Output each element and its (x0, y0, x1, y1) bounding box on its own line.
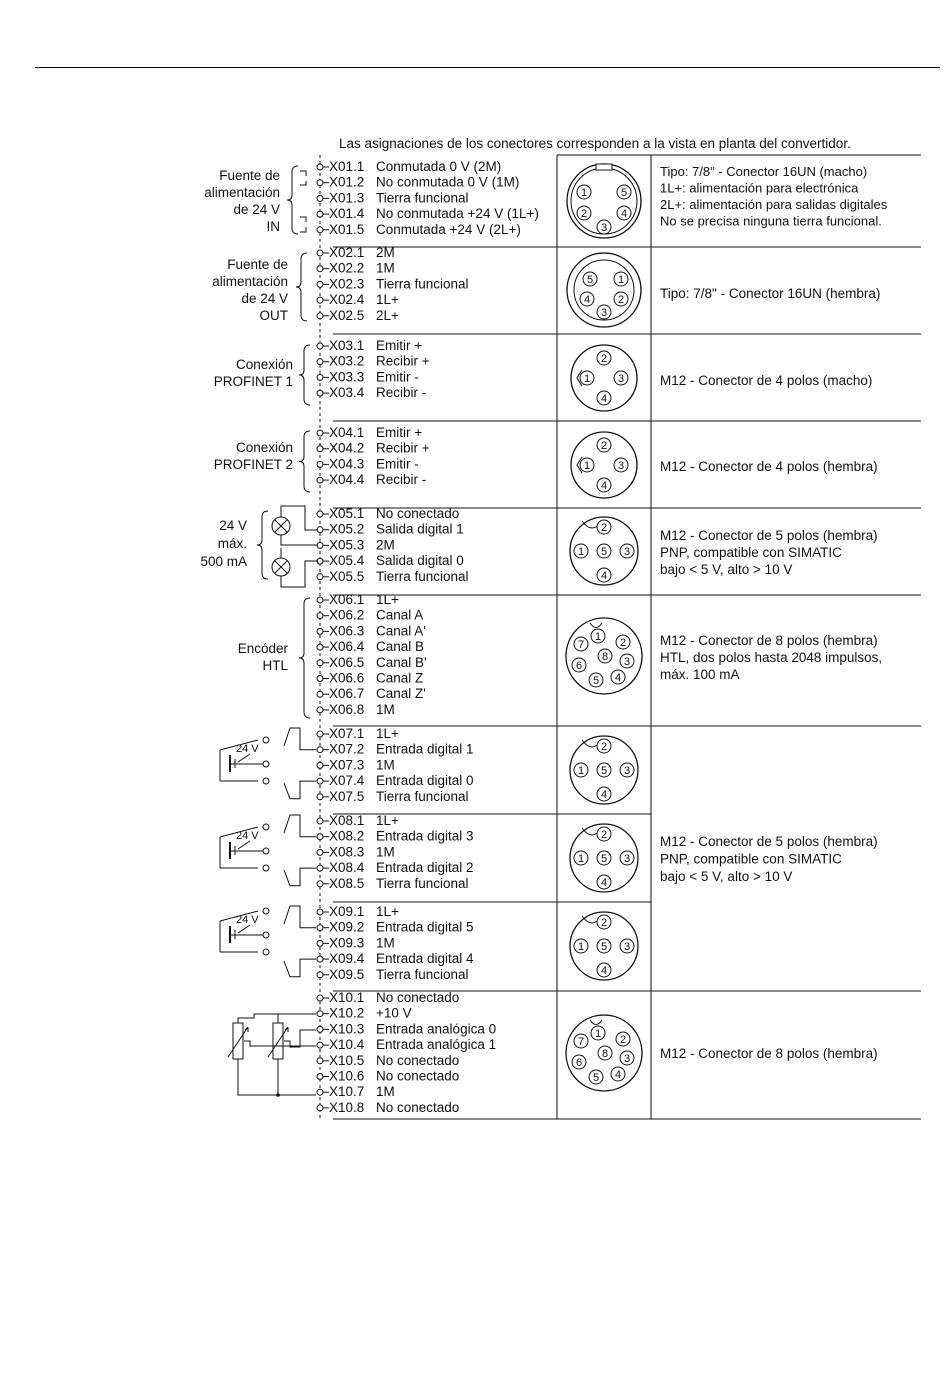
pin-description: 1M (376, 1084, 395, 1100)
pin-description: 1M (376, 701, 395, 717)
connector-pin-number: 5 (620, 187, 628, 199)
connector-pin-number: 3 (623, 765, 631, 777)
pin-terminal (317, 909, 323, 915)
brace (299, 345, 310, 405)
connector-pin-number: 5 (600, 546, 608, 558)
connector-pin-number: 6 (575, 1057, 583, 1069)
pin-id: X06.6 (329, 670, 365, 686)
pin-id: X10.4 (329, 1037, 365, 1053)
connector-description: M12 - Conector de 5 polos (hembra) (660, 528, 878, 543)
group-label: PROFINET 1 (213, 374, 293, 389)
connector-pin-number: 3 (617, 460, 625, 472)
connector-pin-number: 3 (623, 1053, 631, 1065)
pin-id: X01.4 (329, 206, 365, 222)
pin-id: X03.3 (329, 369, 365, 385)
pin-terminal (317, 266, 323, 272)
pin-terminal (317, 762, 323, 768)
group-label: de 24 V (233, 202, 280, 217)
connector-description: bajo < 5 V, alto > 10 V (660, 562, 793, 577)
pin-id: X08.5 (329, 875, 365, 891)
pin-id: X02.3 (329, 276, 365, 292)
connector-pin-number: 2 (600, 917, 608, 929)
group-label: Fuente de (219, 168, 280, 183)
pin-description: 2M (376, 245, 395, 260)
pin-id: X06.8 (329, 701, 365, 717)
group-label: HTL (262, 658, 288, 673)
pin-id: X06.1 (329, 592, 365, 607)
switch-terminal (263, 848, 269, 854)
pin-terminal (317, 597, 323, 603)
pin-id: X01.1 (329, 159, 365, 174)
pin-terminal (317, 511, 323, 517)
connector-pin-number: 1 (580, 187, 588, 199)
pin-terminal (317, 660, 323, 666)
pin-description: 1L+ (376, 813, 399, 828)
pin-id: X01.2 (329, 174, 365, 190)
pin-description: Entrada analógica 1 (376, 1037, 497, 1053)
connector-pin-number: 1 (577, 853, 585, 865)
brace (296, 253, 307, 321)
pin-description: Emitir - (376, 369, 419, 385)
connector-pin-number: 2 (580, 208, 588, 220)
connector-pin-number: 5 (600, 853, 608, 865)
connector-pin-number: 1 (583, 460, 591, 472)
pin-terminal (317, 1089, 323, 1095)
pot-wire (238, 1014, 316, 1023)
group-label: alimentación (204, 185, 280, 200)
pin-description: Recibir + (376, 440, 430, 456)
connector-pin-number: 1 (594, 1028, 602, 1040)
switch-arm (238, 754, 250, 762)
pin-terminal (317, 390, 323, 396)
pin-terminal (317, 613, 323, 619)
brace (299, 598, 310, 718)
pin-description: No conectado (376, 990, 460, 1005)
pin-description: 1M (376, 757, 395, 773)
pin-description: Canal A (376, 607, 424, 623)
connector-pin-number: 3 (600, 307, 608, 319)
pin-description: Recibir - (376, 472, 427, 488)
connector-description: M12 - Conector de 5 polos (hembra) (660, 834, 878, 849)
connector-description: bajo < 5 V, alto > 10 V (660, 869, 793, 884)
pin-id: X03.4 (329, 385, 365, 401)
pin-terminal (317, 281, 323, 287)
pin-terminal (317, 1058, 323, 1064)
connector-description: 1L+: alimentación para electrónica (660, 180, 859, 196)
brace (257, 511, 268, 579)
pin-description: Emitir + (376, 338, 423, 353)
connector-description: Tipo: 7/8" - Conector 16UN (hembra) (660, 286, 881, 301)
pin-id: X10.8 (329, 1099, 365, 1115)
group-label: PROFINET 2 (213, 457, 293, 472)
pin-id: X04.3 (329, 456, 365, 472)
connector-pin-number: 4 (600, 570, 608, 582)
connector-key-icon (596, 164, 612, 170)
pin-description: No conmutada +24 V (1L+) (376, 206, 539, 222)
connector-description: M12 - Conector de 4 polos (hembra) (660, 459, 878, 474)
pin-description: Entrada analógica 0 (376, 1021, 497, 1037)
connector-pin-number: 2 (617, 294, 625, 306)
pin-description: 2M (376, 537, 395, 553)
pin-id: X03.2 (329, 353, 365, 369)
pin-terminal (317, 1074, 323, 1080)
pin-id: X08.3 (329, 844, 365, 860)
group-label: Conexión (235, 440, 293, 455)
pin-description: No conectado (376, 1052, 460, 1068)
pin-id: X02.4 (329, 292, 365, 308)
pin-terminal (317, 865, 323, 871)
switch-terminal (263, 761, 269, 767)
pin-id: X05.5 (329, 568, 365, 584)
pin-terminal (317, 707, 323, 713)
connector-pin-number: 3 (617, 373, 625, 385)
pin-description: 1M (376, 844, 395, 860)
group-label: OUT (259, 308, 288, 323)
pin-id: X09.1 (329, 904, 365, 919)
connector-pin-number: 1 (577, 546, 585, 558)
switch-dash (300, 217, 306, 222)
brace (287, 166, 298, 234)
switch-dash (300, 227, 306, 232)
switch-arm (238, 841, 250, 849)
pin-description: Canal B (376, 639, 425, 655)
connector-description: M12 - Conector de 8 polos (hembra) (660, 1046, 878, 1061)
pin-terminal (317, 818, 323, 824)
connector-pin-number: 3 (623, 853, 631, 865)
pin-id: X09.3 (329, 935, 365, 951)
pin-description: Emitir - (376, 456, 419, 472)
pin-description: No conectado (376, 1099, 460, 1115)
pin-terminal (317, 1026, 323, 1032)
switch-terminal (263, 949, 269, 955)
connector-pin-number: 4 (600, 789, 608, 801)
potentiometer-icon (273, 1023, 283, 1059)
pin-description: Entrada digital 5 (376, 919, 474, 935)
group-label: alimentación (212, 274, 288, 289)
connector-pin-number: 7 (577, 639, 585, 651)
connector-pin-number: 5 (592, 1072, 600, 1084)
pin-id: X10.6 (329, 1068, 365, 1084)
pin-description: Recibir - (376, 385, 427, 401)
pin-terminal (317, 834, 323, 840)
group-label: 24 V (219, 518, 247, 533)
pin-description: Canal A' (376, 623, 426, 639)
group-label: IN (266, 219, 280, 234)
pin-terminal (317, 195, 323, 201)
pin-terminal (317, 747, 323, 753)
pin-description: Tierra funcional (376, 875, 469, 891)
switch-terminal (263, 932, 269, 938)
pin-description: Entrada digital 0 (376, 773, 474, 789)
pin-terminal (317, 313, 323, 319)
pin-id: X02.5 (329, 307, 365, 323)
switch-dash (300, 181, 306, 185)
switch-terminal (263, 908, 269, 914)
switch-wire (284, 781, 316, 799)
pin-terminal (317, 1011, 323, 1017)
pot-wire (284, 1030, 316, 1047)
pin-terminal (317, 676, 323, 682)
switch-dash (300, 171, 306, 176)
pin-description: 1L+ (376, 292, 399, 308)
pin-terminal (317, 164, 323, 170)
pin-description: Entrada digital 2 (376, 860, 474, 876)
connector-pin-number: 3 (600, 222, 608, 234)
pin-description: Tierra funcional (376, 966, 469, 982)
pin-terminal (317, 940, 323, 946)
pin-id: X04.4 (329, 472, 365, 488)
connector-description: PNP, compatible con SIMATIC (660, 851, 842, 867)
source-voltage-label: 24 V (236, 743, 259, 755)
pin-description: 1L+ (376, 904, 399, 919)
group-label: Encóder (237, 641, 288, 656)
switch-terminal (263, 778, 269, 784)
connector-pin-number: 4 (600, 877, 608, 889)
pin-id: X07.1 (329, 726, 365, 741)
connector-pin-number: 2 (619, 637, 627, 649)
potentiometer-icon (233, 1023, 243, 1059)
pin-id: X07.5 (329, 788, 365, 804)
pin-description: Entrada digital 4 (376, 951, 474, 967)
pin-id: X10.1 (329, 990, 365, 1005)
pin-id: X08.1 (329, 813, 365, 828)
pin-description: Canal Z (376, 670, 424, 686)
connector-pin-number: 4 (583, 294, 591, 306)
source-voltage-label: 24 V (236, 914, 259, 926)
pin-terminal (317, 628, 323, 634)
pin-id: X07.3 (329, 757, 365, 773)
switch-terminal (263, 865, 269, 871)
pin-description: Canal B' (376, 654, 427, 670)
pin-description: 1L+ (376, 726, 399, 741)
pin-terminal (317, 995, 323, 1001)
connector-description: HTL, dos polos hasta 2048 impulsos, (660, 650, 883, 665)
connector-pin-number: 2 (600, 353, 608, 365)
assignment-note: Las asignaciones de los conectores corresponden a la vista en planta del convertidor. (339, 136, 851, 151)
pin-description: 1M (376, 935, 395, 951)
pin-terminal (317, 794, 323, 800)
pin-description: Canal Z' (376, 686, 426, 702)
pin-terminal (317, 374, 323, 380)
pin-id: X01.5 (329, 221, 365, 237)
switch-wire (284, 868, 316, 886)
pin-description: Entrada digital 1 (376, 741, 474, 757)
connector-pin-number: 2 (619, 1034, 627, 1046)
connector-pin-number: 6 (575, 660, 583, 672)
group-label: Fuente de (227, 257, 288, 272)
group-label: de 24 V (241, 291, 288, 306)
pin-description: Tierra funcional (376, 568, 469, 584)
switch-terminal (263, 737, 269, 743)
connector-pin-number: 4 (620, 208, 628, 220)
pin-id: X05.1 (329, 506, 365, 521)
pin-terminal (317, 211, 323, 217)
pin-terminal (317, 297, 323, 303)
pin-description: No conectado (376, 1068, 460, 1084)
connector-description: No se precisa ninguna tierra funcional. (660, 213, 882, 229)
pin-terminal (317, 430, 323, 436)
pin-id: X10.2 (329, 1005, 365, 1021)
connector-description: 2L+: alimentación para salidas digitales (660, 197, 888, 212)
connector-pin-number: 4 (600, 965, 608, 977)
pin-terminal (317, 461, 323, 467)
junction-dot (276, 1093, 280, 1097)
connector-pin-number: 2 (600, 741, 608, 753)
pin-description: 2L+ (376, 307, 399, 323)
connector-pin-number: 7 (577, 1036, 585, 1048)
pin-id: X10.3 (329, 1021, 365, 1037)
switch-wire (284, 815, 316, 837)
pin-description: No conectado (376, 506, 460, 521)
pin-terminal (317, 1105, 323, 1111)
connector-pin-number: 1 (617, 274, 625, 286)
pin-terminal (317, 1042, 323, 1048)
connector-pin-number: 8 (601, 651, 609, 663)
group-label: Conexión (235, 357, 293, 372)
pin-terminal (317, 446, 323, 452)
switch-wire (284, 728, 316, 750)
pin-id: X05.2 (329, 521, 365, 537)
connector-pin-number: 8 (601, 1048, 609, 1060)
pin-id: X06.2 (329, 607, 365, 623)
pin-terminal (317, 477, 323, 483)
connector-pin-number: 5 (592, 675, 600, 687)
pin-id: X04.2 (329, 440, 365, 456)
brace (299, 431, 310, 492)
pin-id: X08.4 (329, 860, 365, 876)
pin-description: Tierra funcional (376, 190, 469, 206)
pin-description: 1L+ (376, 592, 399, 607)
group-label: 500 mA (200, 554, 247, 569)
pin-id: X05.4 (329, 553, 365, 569)
connector-pin-number: 1 (583, 373, 591, 385)
pin-terminal (317, 180, 323, 186)
pin-id: X01.3 (329, 190, 365, 206)
pin-id: X06.7 (329, 686, 365, 702)
switch-arm (238, 925, 250, 933)
pin-id: X02.1 (329, 245, 365, 260)
pin-description: +10 V (376, 1005, 412, 1021)
switch-wire (284, 906, 316, 928)
pin-id: X09.2 (329, 919, 365, 935)
connector-description: M12 - Conector de 4 polos (macho) (660, 373, 873, 388)
pin-terminal (317, 881, 323, 887)
connector-pin-number: 3 (623, 941, 631, 953)
lamp-wire (281, 535, 318, 545)
connector-pin-number: 4 (614, 1069, 622, 1081)
pin-terminal (317, 644, 323, 650)
pin-id: X03.1 (329, 338, 365, 353)
connector-description: PNP, compatible con SIMATIC (660, 545, 842, 560)
connector-pin-number: 4 (600, 480, 608, 492)
switch-wire (284, 959, 316, 977)
pin-description: Conmutada +24 V (2L+) (376, 221, 521, 237)
pin-description: Recibir + (376, 353, 430, 369)
pin-terminal (317, 849, 323, 855)
pin-description: Tierra funcional (376, 788, 469, 804)
pin-terminal (317, 956, 323, 962)
pin-terminal (317, 343, 323, 349)
pin-terminal (317, 250, 323, 256)
pin-terminal (317, 574, 323, 580)
connector-pin-number: 5 (600, 765, 608, 777)
connector-pin-number: 3 (623, 546, 631, 558)
pin-terminal (317, 731, 323, 737)
connector-description: M12 - Conector de 8 polos (hembra) (660, 633, 878, 648)
pin-description: Conmutada 0 V (2M) (376, 159, 502, 174)
pin-id: X08.2 (329, 828, 365, 844)
connector-pin-number: 4 (600, 393, 608, 405)
pin-terminal (317, 925, 323, 931)
pin-id: X09.5 (329, 966, 365, 982)
connector-pin-number: 2 (600, 440, 608, 452)
pin-description: Salida digital 0 (376, 553, 464, 569)
pin-terminal (317, 972, 323, 978)
pin-id: X06.3 (329, 623, 365, 639)
pot-wire (238, 1059, 316, 1095)
connector-pin-number: 5 (600, 941, 608, 953)
pin-id: X10.7 (329, 1084, 365, 1100)
pin-terminal (317, 227, 323, 233)
pin-id: X07.2 (329, 741, 365, 757)
source-voltage-label: 24 V (236, 830, 259, 842)
connector-pin-number: 3 (623, 656, 631, 668)
pin-id: X04.1 (329, 425, 365, 440)
connector-pin-number: 1 (577, 765, 585, 777)
connector-pin-number: 1 (577, 941, 585, 953)
group-label: máx. (217, 536, 247, 551)
pin-description: Emitir + (376, 425, 423, 440)
connector-pin-number: 1 (594, 631, 602, 643)
pin-description: Entrada digital 3 (376, 828, 474, 844)
pin-id: X05.3 (329, 537, 365, 553)
pot-wire (254, 1014, 278, 1023)
connector-description: máx. 100 mA (660, 667, 740, 682)
pin-id: X06.5 (329, 654, 365, 670)
pin-id: X10.5 (329, 1052, 365, 1068)
connector-pin-number: 5 (586, 274, 594, 286)
connector-pin-number: 4 (614, 672, 622, 684)
connector-pin-number: 2 (600, 522, 608, 534)
connector-pin-number: 2 (600, 829, 608, 841)
pin-id: X07.4 (329, 773, 365, 789)
pin-description: Salida digital 1 (376, 521, 464, 537)
pin-description: Tierra funcional (376, 276, 469, 292)
switch-terminal (263, 824, 269, 830)
pin-id: X02.2 (329, 260, 365, 276)
pin-terminal (317, 691, 323, 697)
pin-description: No conmutada 0 V (1M) (376, 174, 520, 190)
pin-terminal (317, 359, 323, 365)
pin-description: 1M (376, 260, 395, 276)
pin-terminal (317, 778, 323, 784)
pin-id: X09.4 (329, 951, 365, 967)
connector-description: Tipo: 7/8" - Conector 16UN (macho) (660, 164, 868, 179)
pin-id: X06.4 (329, 639, 365, 655)
